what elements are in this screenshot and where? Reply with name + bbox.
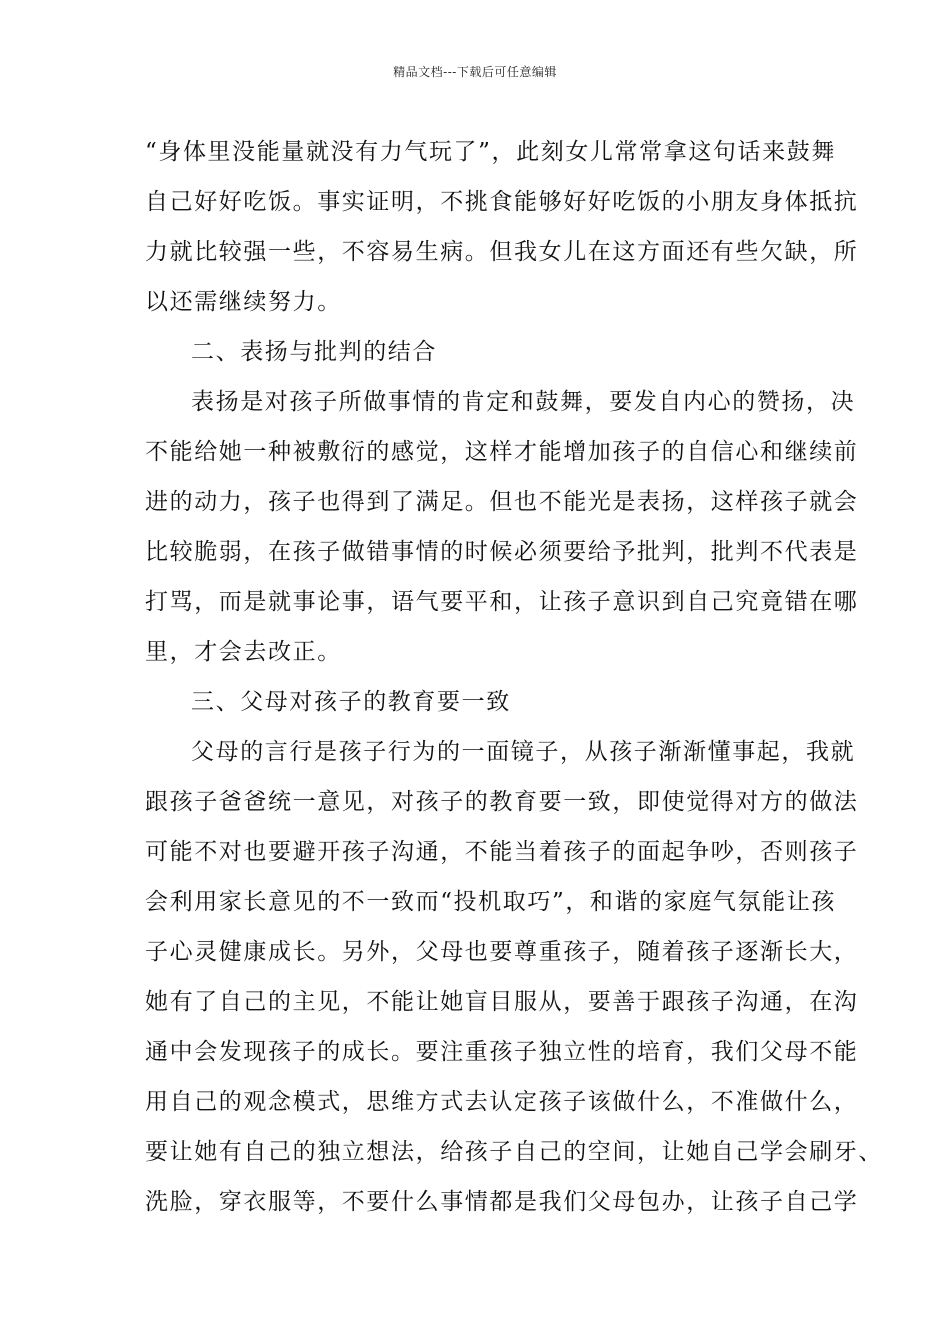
paragraph-line: 比较脆弱，在孩子做错事情的时候必须要给予批判，批判不代表是 <box>145 539 859 565</box>
paragraph-line: 打骂，而是就事论事，语气要平和，让孩子意识到自己究竟错在哪 <box>145 589 859 615</box>
paragraph-line: 里，才会去改正。 <box>145 639 342 665</box>
page-header: 精品文档---下载后可任意编辑 <box>393 65 557 79</box>
paragraph-line: 表扬是对孩子所做事情的肯定和鼓舞，要发自内心的赞扬，决 <box>191 389 856 415</box>
paragraph-line: 她有了自己的主见，不能让她盲目服从，要善于跟孩子沟通，在沟 <box>145 989 859 1015</box>
paragraph-line: 自己好好吃饭。事实证明，不挑食能够好好吃饭的小朋友身体抵抗 <box>145 189 859 215</box>
paragraph-line: 进的动力，孩子也得到了满足。但也不能光是表扬，这样孩子就会 <box>145 489 859 515</box>
paragraph-line: 不能给她一种被敷衍的感觉，这样才能增加孩子的自信心和继续前 <box>145 439 859 465</box>
paragraph-line: 父母的言行是孩子行为的一面镜子，从孩子渐渐懂事起，我就 <box>191 739 856 765</box>
paragraph-line: 洗脸，穿衣服等，不要什么事情都是我们父母包办，让孩子自己学 <box>145 1189 859 1215</box>
paragraph-line: 会利用家长意见的不一致而“投机取巧”，和谐的家庭气氛能让孩 <box>145 889 836 915</box>
section-heading: 三、父母对孩子的教育要一致 <box>191 689 511 715</box>
paragraph-line: 以还需继续努力。 <box>145 289 342 315</box>
document-body <box>145 132 883 1232</box>
section-heading: 二、表扬与批判的结合 <box>191 339 437 365</box>
paragraph-line: 用自己的观念模式，思维方式去认定孩子该做什么，不准做什么， <box>145 1089 859 1115</box>
paragraph-line: “身体里没能量就没有力气玩了”，此刻女儿常常拿这句话来鼓舞 <box>145 139 836 165</box>
paragraph-line: 子心灵健康成长。另外，父母也要尊重孩子，随着孩子逐渐长大， <box>145 939 859 965</box>
paragraph-line: 力就比较强一些，不容易生病。但我女儿在这方面还有些欠缺，所 <box>145 239 859 265</box>
paragraph-line: 要让她有自己的独立想法，给孩子自己的空间，让她自己学会刷牙、 <box>145 1139 883 1165</box>
paragraph-line: 可能不对也要避开孩子沟通，不能当着孩子的面起争吵，否则孩子 <box>145 839 859 865</box>
paragraph-line: 跟孩子爸爸统一意见，对孩子的教育要一致，即使觉得对方的做法 <box>145 789 859 815</box>
paragraph-line: 通中会发现孩子的成长。要注重孩子独立性的培育，我们父母不能 <box>145 1039 859 1065</box>
